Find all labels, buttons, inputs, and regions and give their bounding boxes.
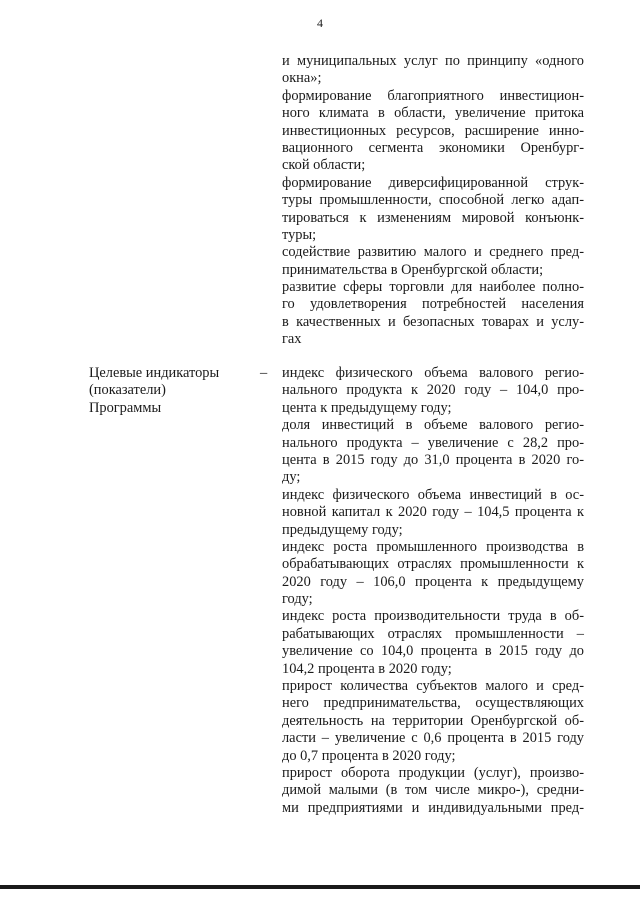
text-line: году;: [282, 591, 313, 608]
section-label-target-indicators: [89, 365, 259, 417]
label-line: Программы: [89, 399, 162, 416]
text-line: ласти – увеличение с 0,6 процента в 2015 году: [282, 730, 584, 747]
text-line: индекс физического объема валового регио-: [282, 365, 584, 381]
text-line: в качественных и безопасных товарах и услу-: [282, 313, 584, 330]
text-line: индекс физического объема инвестиций в ос-: [282, 486, 584, 503]
text-line: 104,2 процента в 2020 году;: [282, 660, 452, 677]
text-line: ской области;: [282, 157, 366, 174]
text-line: нального продукта – увеличение с 28,2 про-: [282, 434, 584, 451]
text-line: цента в 2015 году до 31,0 процента в 2020 го-: [282, 451, 584, 468]
text-line: туры промышленности, способной легко адап-: [282, 192, 584, 209]
text-line: окна»;: [282, 70, 322, 87]
text-line: тироваться к изменениям мировой конъюнк-: [282, 209, 584, 226]
page-number: 4: [317, 16, 323, 30]
label-line: Целевые индикаторы: [89, 365, 220, 381]
text-line: развитие сферы торговли для наиболее полно-: [282, 279, 584, 296]
label-line: (показатели): [89, 382, 166, 399]
text-line: ми предприятиями и индивидуальными пред-: [282, 799, 584, 816]
text-line: новной капитал к 2020 году – 104,5 процента к: [282, 504, 584, 521]
label-dash: –: [260, 365, 268, 381]
text-line: нального продукта к 2020 году – 104,0 про-: [282, 382, 584, 399]
text-line: формирование благоприятного инвестицион-: [282, 87, 584, 104]
text-line: предыдущему году;: [282, 521, 403, 538]
text-line: прирост оборота продукции (услуг), произво-: [282, 764, 584, 781]
text-line: рабатывающих отраслях промышленности –: [282, 625, 584, 642]
text-line: него предпринимательства, осуществляющих: [282, 695, 584, 712]
goals-continuation-text: [282, 53, 584, 349]
text-line: принимательства в Оренбургской области;: [282, 261, 544, 278]
text-line: димой малыми (в том числе микро-), средни-: [282, 782, 584, 799]
text-line: туры;: [282, 226, 317, 243]
text-line: и муниципальных услуг по принципу «одного: [282, 53, 584, 69]
text-line: ного климата в области, увеличение притока: [282, 105, 584, 122]
text-line: деятельность на территории Оренбургской об-: [282, 712, 584, 729]
text-line: до 0,7 процента в 2020 году;: [282, 747, 456, 764]
text-line: содействие развитию малого и среднего пред-: [282, 244, 584, 261]
text-line: индекс роста промышленного производства в: [282, 538, 584, 555]
text-line: инвестиционных ресурсов, расширение инно-: [282, 122, 584, 139]
text-line: индекс роста производительности труда в об-: [282, 608, 584, 625]
text-line: увеличение со 104,0 процента в 2015 году до: [282, 643, 584, 660]
text-line: ду;: [282, 469, 301, 486]
text-line: гах: [282, 331, 302, 348]
target-indicators-text: [282, 365, 584, 817]
text-line: 2020 году – 106,0 процента к предыдущему: [282, 573, 584, 590]
text-line: обрабатывающих отраслях промышленности к: [282, 556, 584, 573]
text-line: вационного сегмента экономики Оренбург-: [282, 139, 584, 156]
bottom-border-line: [0, 885, 640, 889]
text-line: формирование диверсифицированной струк-: [282, 174, 584, 191]
text-line: цента к предыдущему году;: [282, 399, 452, 416]
text-line: прирост количества субъектов малого и сред-: [282, 678, 584, 695]
text-line: доля инвестиций в объеме валового регио-: [282, 417, 584, 434]
text-line: го удовлетворения потребностей населения: [282, 296, 584, 313]
